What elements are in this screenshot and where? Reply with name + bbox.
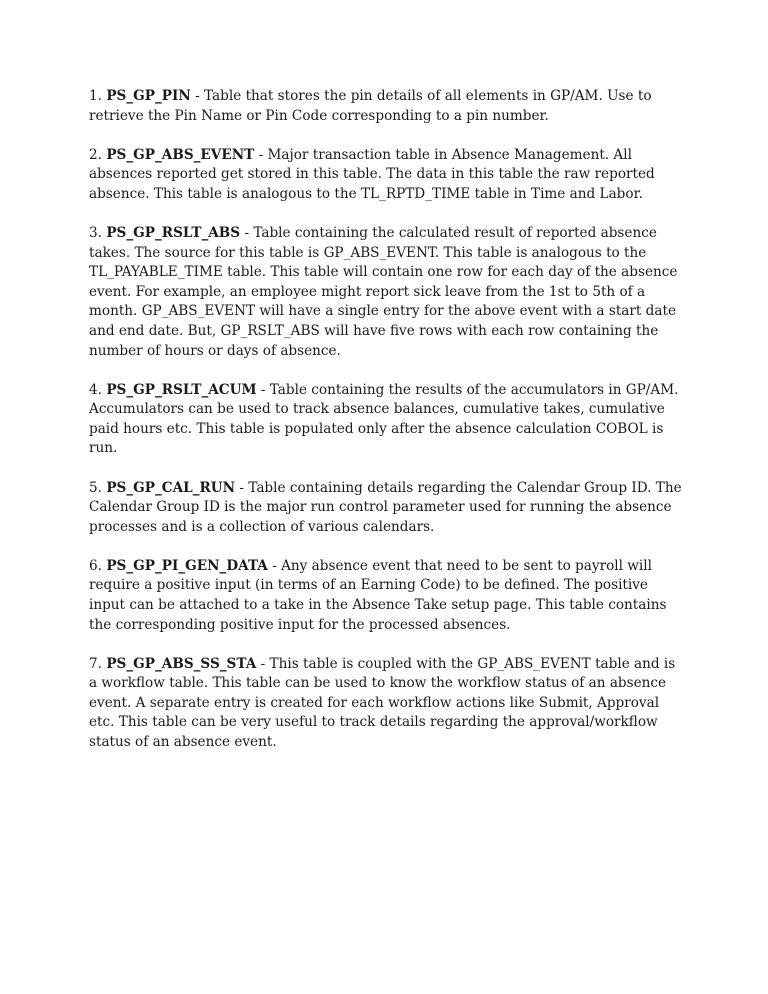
entry-number: 3. xyxy=(89,224,102,241)
table-name: PS_GP_PIN xyxy=(106,88,191,104)
table-name: PS_GP_PI_GEN_DATA xyxy=(106,557,268,574)
entry-number: 2. xyxy=(89,146,102,163)
document-page xyxy=(89,87,684,772)
table-description: - Table that stores the pin details of all elements in GP/AM. Use to retrieve the Pin Name or Pin Code corresponding to a pin number. xyxy=(89,88,652,124)
entry-number: 6. xyxy=(89,557,102,574)
table-description: - Table containing the results of the accumulators in GP/AM. Accumulators can be used to track absence balances, cumulative takes, cumulative paid hours etc. This table is populated only after the absence calculation COBOL is run. xyxy=(89,381,679,457)
entry-number: 4. xyxy=(89,381,102,398)
table-name: PS_GP_RSLT_ABS xyxy=(106,224,241,241)
table-name: PS_GP_RSLT_ACUM xyxy=(106,381,257,398)
entry-ps-gp-pin xyxy=(89,87,684,126)
table-description: - Table containing the calculated result of reported absence takes. The source for this table is GP_ABS_EVENT. This table is analogous to the TL_PAYABLE_TIME table. This table will contain one row for each day of the absence event. For example, an employee might report sick leave from the 1st to 5th of a month. GP_ABS_EVENT will have a single entry for the above event with a start date and end date. But, GP_RSLT_ABS will have five rows with each row containing the number of hours or days of absence. xyxy=(89,224,678,359)
table-name: PS_GP_ABS_EVENT xyxy=(106,146,255,163)
entry-ps-gp-pi-gen-data xyxy=(89,557,684,635)
entry-ps-gp-abs-event xyxy=(89,146,684,205)
entry-ps-gp-abs-ss-sta xyxy=(89,655,684,753)
table-description: - Major transaction table in Absence Management. All absences reported get stored in this table. The data in this table the raw reported absence. This table is analogous to the TL_RPTD_TIME table in Time and Labor. xyxy=(89,146,655,202)
table-description: - Any absence event that need to be sent to payroll will require a positive input (in terms of an Earning Code) to be defined. The positive input can be attached to a take in the Absence Take setup page. This table contains the corresponding positive input for the processed absences. xyxy=(89,557,667,633)
table-name: PS_GP_ABS_SS_STA xyxy=(106,655,257,672)
entry-ps-gp-rslt-abs xyxy=(89,224,684,361)
table-name: PS_GP_CAL_RUN xyxy=(106,479,236,496)
entry-number: 5. xyxy=(89,479,102,496)
entry-number: 1. xyxy=(89,88,102,104)
entry-ps-gp-rslt-acum xyxy=(89,381,684,459)
entry-ps-gp-cal-run xyxy=(89,479,684,538)
entry-number: 7. xyxy=(89,655,102,672)
table-description: - This table is coupled with the GP_ABS_EVENT table and is a workflow table. This table can be used to know the workflow status of an absence event. A separate entry is created for each workflow actions like Submit, Approval etc. This table can be very useful to track details regarding the approval/workflow status of an absence event. xyxy=(89,655,676,751)
table-description: - Table containing details regarding the Calendar Group ID. The Calendar Group ID is the major run control parameter used for running the absence processes and is a collection of various calendars. xyxy=(89,479,682,535)
